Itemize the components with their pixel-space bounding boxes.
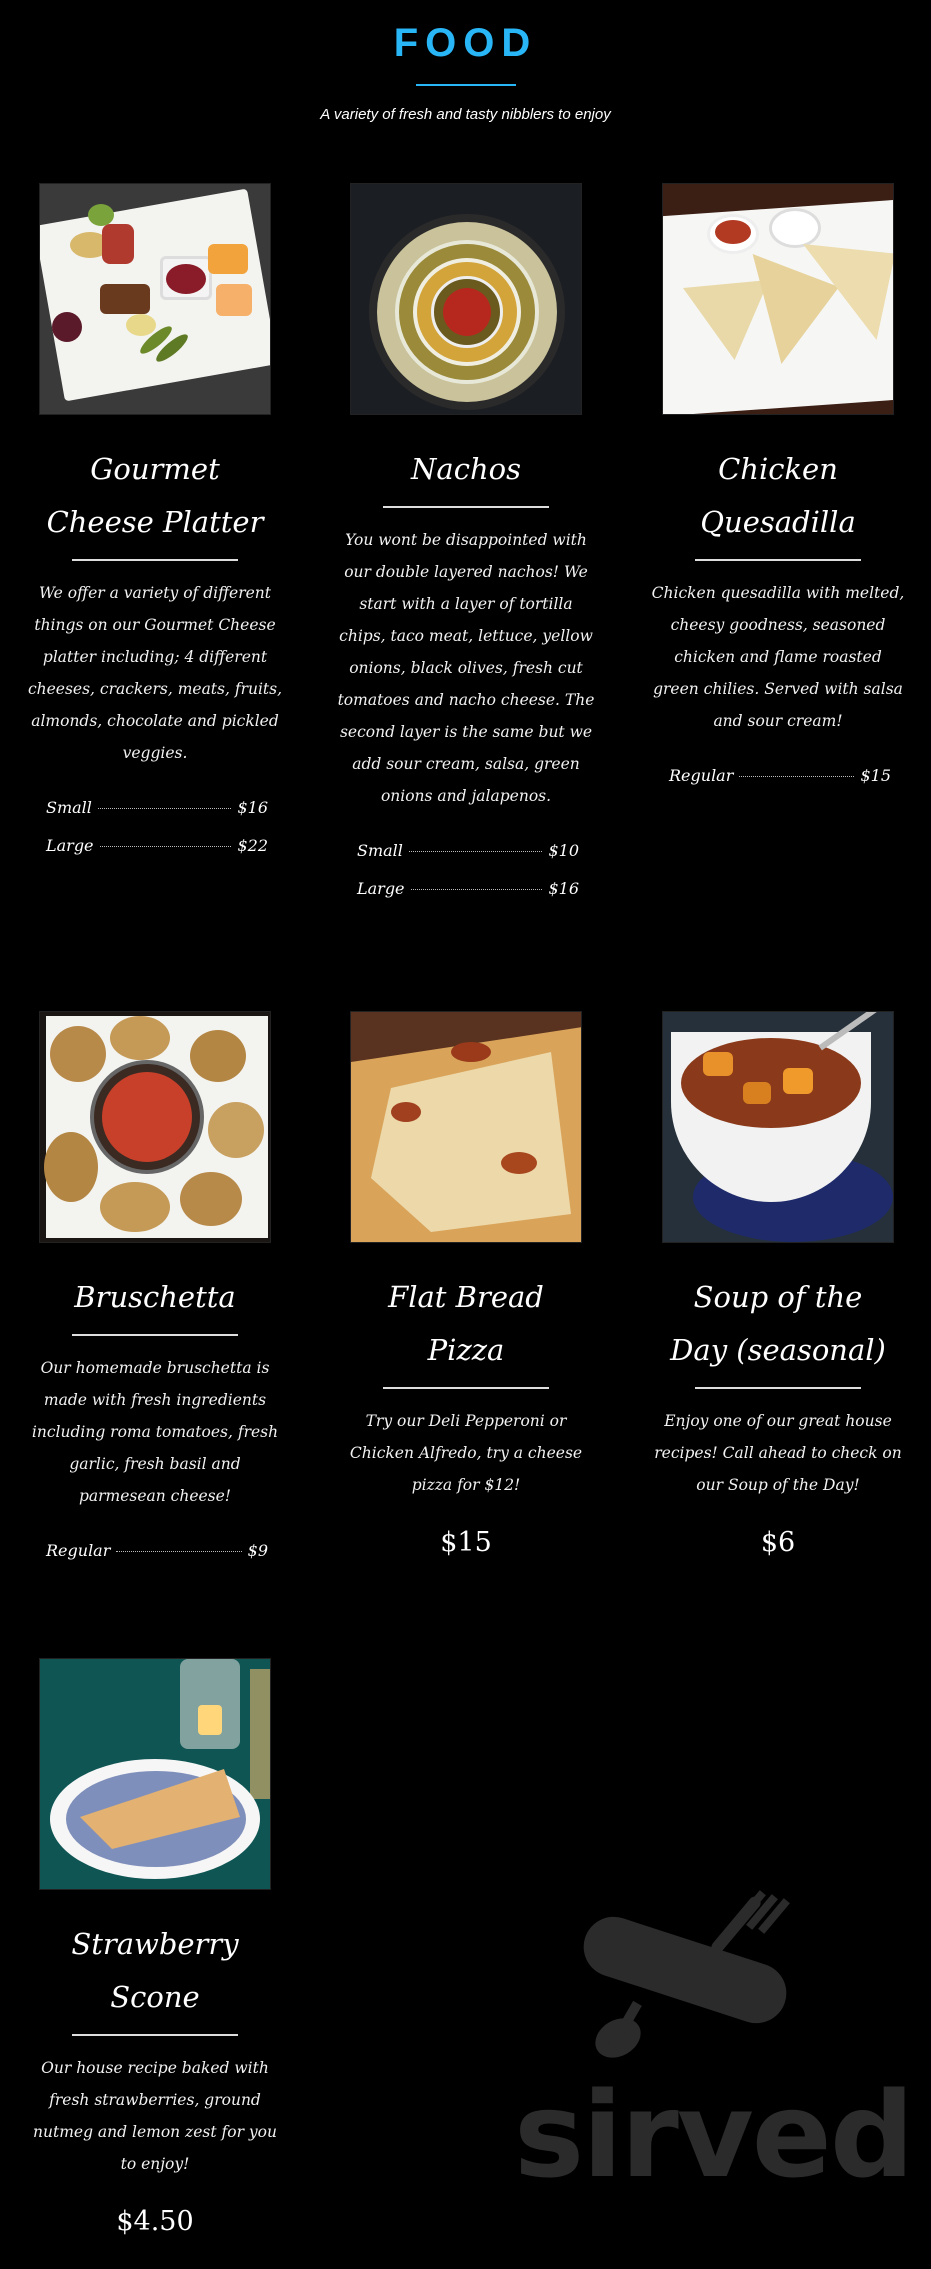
- item-title: Strawberry Scone: [71, 1927, 239, 2014]
- leader-dots: [411, 889, 543, 890]
- leader-dots: [100, 846, 232, 847]
- page-title: FOOD: [393, 21, 538, 65]
- nachos-photo[interactable]: [350, 183, 582, 415]
- item-description: Our homemade bruschetta is made with fresh ingredients including roma tomatoes, fresh garlic, fresh basil and parmesean cheese!: [31, 1359, 279, 1505]
- leader-dots: [116, 1551, 241, 1552]
- item-price: $6: [760, 1527, 796, 1558]
- price-row: [30, 827, 280, 865]
- title-divider: [416, 84, 516, 86]
- item-price: $4.50: [116, 2206, 194, 2237]
- page-subtitle: A variety of fresh and tasty nibblers to enjoy: [320, 106, 611, 123]
- price-list: [647, 757, 909, 795]
- item-title: Gourmet Cheese Platter: [46, 452, 264, 539]
- item-divider: [695, 559, 861, 561]
- price-label: Regular: [46, 1541, 111, 1560]
- price-list: [24, 1532, 286, 1570]
- item-description: Our house recipe baked with fresh strawberries, ground nutmeg and lemon zest for you to enjoy!: [33, 2059, 277, 2173]
- item-divider: [695, 1387, 861, 1389]
- menu-item-chicken-quesadilla: [647, 183, 909, 795]
- sirved-watermark: [510, 1870, 913, 2210]
- price-list: [24, 789, 286, 865]
- price-label: Small: [46, 798, 92, 817]
- price-row: [653, 757, 903, 795]
- menu-item-bruschetta: [24, 1011, 286, 1570]
- item-title: Flat Bread Pizza: [388, 1280, 544, 1367]
- leader-dots: [98, 808, 232, 809]
- item-divider: [72, 1334, 238, 1336]
- leader-dots: [739, 776, 854, 777]
- pizza-photo[interactable]: [350, 1011, 582, 1243]
- item-title: Nachos: [411, 452, 521, 486]
- item-description: Chicken quesadilla with melted, cheesy goodness, seasoned chicken and flame roasted green chilies. Served with salsa and sour cream!: [651, 584, 905, 730]
- price-list: [335, 832, 597, 908]
- price-label: Large: [46, 836, 94, 855]
- price-value: $15: [860, 766, 891, 785]
- price-value: $16: [237, 798, 268, 817]
- item-description: You wont be disappointed with our double layered nachos! We start with a layer of tortilla chips, taco meat, lettuce, yellow onions, black olives, fresh cut tomatoes and nacho cheese. The second layer is the same but we add sour cream, salsa, green onions and jalapenos.: [337, 531, 595, 805]
- price-value: $9: [247, 1541, 268, 1560]
- price-value: $10: [548, 841, 579, 860]
- price-label: Small: [357, 841, 403, 860]
- menu-item-strawberry-scone: [24, 1658, 286, 2237]
- item-title: Soup of the Day (seasonal): [670, 1280, 886, 1367]
- price-label: Regular: [669, 766, 734, 785]
- price-value: $16: [548, 879, 579, 898]
- menu-item-soup-of-the-day: [647, 1011, 909, 1558]
- bruschetta-photo[interactable]: [39, 1011, 271, 1243]
- fork-spoon-knife-icon: [550, 1870, 850, 2090]
- item-title: Bruschetta: [74, 1280, 236, 1314]
- soup-photo[interactable]: [662, 1011, 894, 1243]
- item-title: Chicken Quesadilla: [700, 452, 856, 539]
- price-row: [30, 789, 280, 827]
- item-description: We offer a variety of different things on our Gourmet Cheese platter including; 4 different cheeses, crackers, meats, fruits, almonds, chocolate and pickled veggies.: [27, 584, 283, 762]
- leader-dots: [409, 851, 543, 852]
- price-label: Large: [357, 879, 405, 898]
- item-divider: [383, 1387, 549, 1389]
- watermark-text: sirved: [514, 2066, 913, 2204]
- menu-item-flat-bread-pizza: [335, 1011, 597, 1558]
- price-row: [341, 870, 591, 908]
- menu-item-nachos: [335, 183, 597, 908]
- page-header: [0, 20, 931, 123]
- quesadilla-photo[interactable]: [662, 183, 894, 415]
- item-description: Try our Deli Pepperoni or Chicken Alfredo, try a cheese pizza for $12!: [349, 1412, 583, 1494]
- item-price: $15: [440, 1527, 492, 1558]
- price-row: [341, 832, 591, 870]
- item-divider: [72, 559, 238, 561]
- menu-item-cheese-platter: [24, 183, 286, 865]
- cheese-platter-photo[interactable]: [39, 183, 271, 415]
- item-divider: [72, 2034, 238, 2036]
- item-divider: [383, 506, 549, 508]
- price-row: [30, 1532, 280, 1570]
- scone-photo[interactable]: [39, 1658, 271, 1890]
- item-description: Enjoy one of our great house recipes! Call ahead to check on our Soup of the Day!: [654, 1412, 902, 1494]
- price-value: $22: [237, 836, 268, 855]
